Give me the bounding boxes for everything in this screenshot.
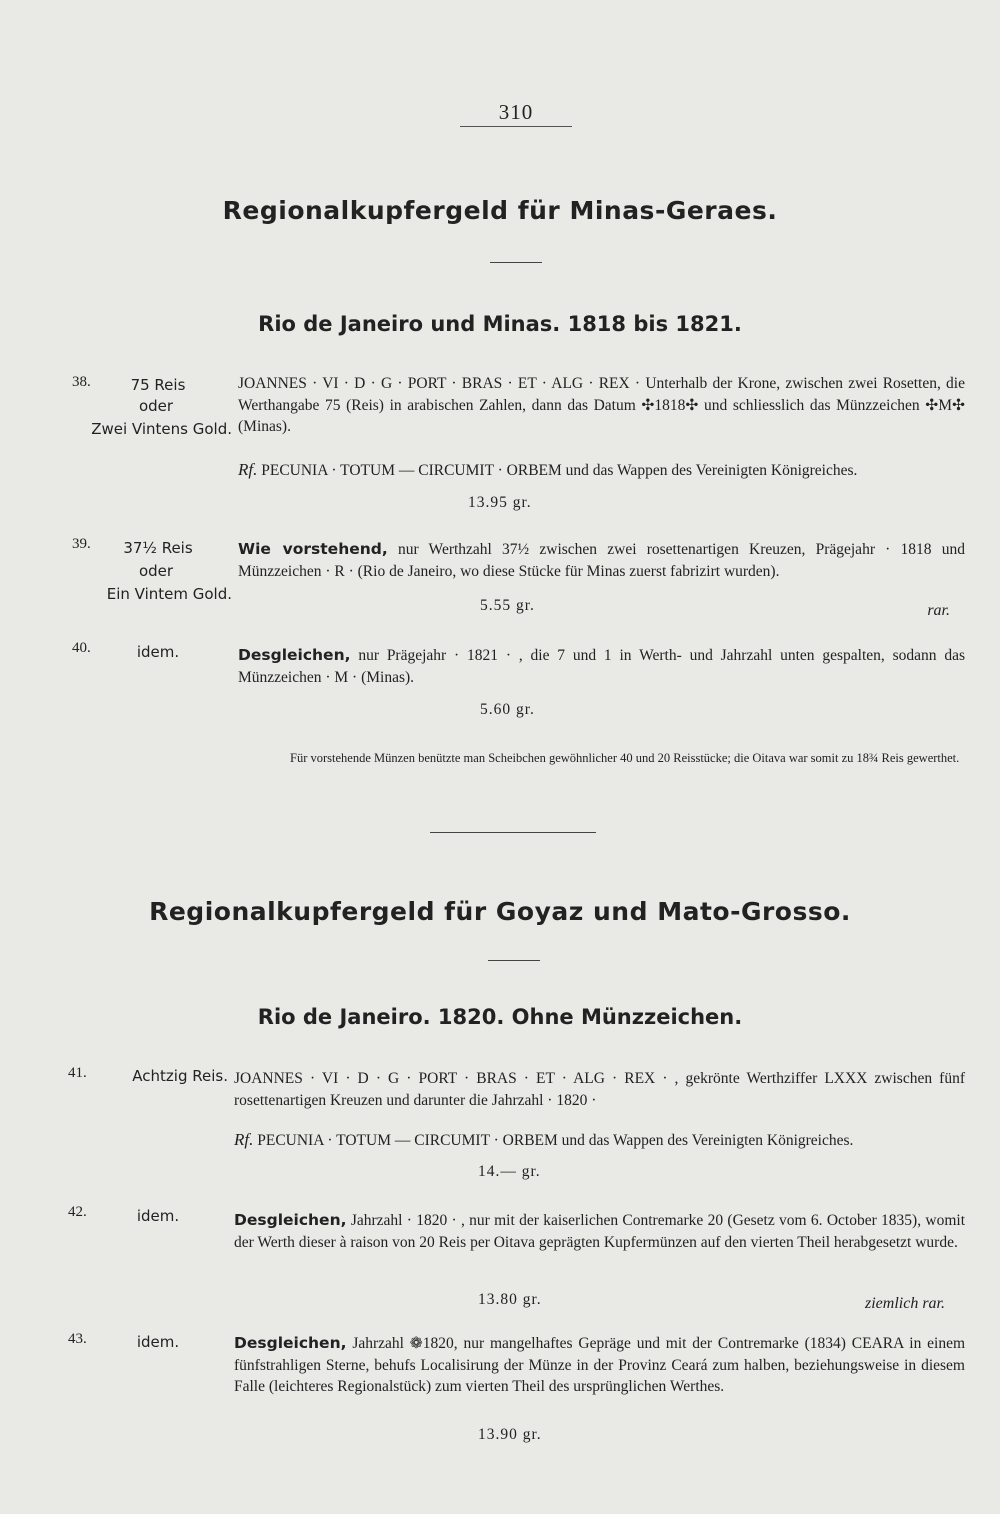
entry-38-reverse-block <box>238 459 965 482</box>
entry-39-text <box>238 539 965 582</box>
entry-39-denom-line3: Ein Vintem Gold. <box>106 585 232 603</box>
entry-41-number: 41. <box>68 1065 87 1081</box>
entry-39-description: nur Werthzahl 37½ zwischen zwei rosettenartigen Kreuzen, Prägejahr · 1818 und Münzzeichen · R · (Rio de Janeiro, wo diese Stücke für Minas zuerst fabrizirt wurden). <box>238 541 965 580</box>
entry-43-text <box>234 1333 965 1398</box>
entry-39-denom-line2: oder <box>138 562 174 580</box>
entry-41-denom-line1: Achtzig Reis. <box>132 1067 228 1085</box>
section2-title: Regionalkupfergeld für Goyaz und Mato-Grosso. <box>149 897 851 926</box>
entry-41-reverse-block <box>234 1129 965 1152</box>
entry-38-rf-label: Rf. <box>238 460 258 479</box>
entry-38-denom-line3: Zwei Vintens Gold. <box>91 420 232 438</box>
section2-divider <box>488 960 540 961</box>
entry-39-weight: 5.55 gr. <box>480 597 535 614</box>
section1-title: Regionalkupfergeld für Minas-Geraes. <box>222 196 778 225</box>
entry-39-lead: Wie vorstehend, <box>238 540 388 558</box>
entry-40-number: 40. <box>72 640 91 656</box>
entry-38-reverse: PECUNIA · TOTUM — CIRCUMIT · ORBEM und das Wappen des Vereinigten Königreiches. <box>261 462 858 479</box>
entry-39-rarity: rar. <box>927 602 950 619</box>
entry-42-lead: Desgleichen, <box>234 1211 347 1229</box>
section2-subtitle: Rio de Janeiro. 1820. Ohne Münzzeichen. <box>257 1005 743 1029</box>
entry-40-lead: Desgleichen, <box>238 646 351 664</box>
entry-40-description: nur Prägejahr · 1821 · , die 7 und 1 in Werth- und Jahrzahl unten gespalten, sodann das Münzzeichen · M · (Minas). <box>238 647 965 686</box>
entry-38-denom-line1: 75 Reis <box>130 376 186 394</box>
entry-43-weight: 13.90 gr. <box>478 1426 542 1443</box>
section-separator <box>430 832 596 833</box>
entry-41-reverse: PECUNIA · TOTUM — CIRCUMIT · ORBEM und das Wappen des Vereinigten Königreiches. <box>257 1132 854 1149</box>
entry-39-denom-line1: 37½ Reis <box>123 539 193 557</box>
page-number-rule <box>460 126 572 127</box>
entry-39-number: 39. <box>72 536 91 552</box>
entry-41-description: JOANNES · VI · D · G · PORT · BRAS · ET · ALG · REX · , gekrönte Werthziffer LXXX zwischen fünf rosettenartigen Kreuzen und darunter die Jahrzahl · 1820 · <box>234 1070 965 1109</box>
entry-38-number: 38. <box>72 374 91 390</box>
entry-38-weight: 13.95 gr. <box>468 494 532 511</box>
entry-41-weight: 14.— gr. <box>478 1163 541 1180</box>
section1-divider <box>490 262 542 263</box>
entry-38-description: JOANNES · VI · D · G · PORT · BRAS · ET · ALG · REX · Unterhalb der Krone, zwischen zwei Rosetten, die Werthangabe 75 (Reis) in arabischen Zahlen, dann das Datum ✣1818✣ und schliesslich das Münzzeichen ✣M✣ (Minas). <box>238 375 965 435</box>
entry-43-number: 43. <box>68 1331 87 1347</box>
page-number: 310 <box>498 100 534 124</box>
entry-42-denom-line1: idem. <box>136 1207 180 1225</box>
section1-subtitle: Rio de Janeiro und Minas. 1818 bis 1821. <box>258 312 742 336</box>
entry-43-denom-line1: idem. <box>136 1333 180 1351</box>
entry-38-denom-line2: oder <box>138 397 174 415</box>
entry-42-text <box>234 1210 965 1253</box>
entry-43-lead: Desgleichen, <box>234 1334 347 1352</box>
entry-42-description: Jahrzahl · 1820 · , nur mit der kaiserlichen Contremarke 20 (Gesetz vom 6. October 1835), womit der Werth dieser à raison von 20 Reis per Oitava geprägten Kupfermünzen auf den vierten Theil herabgesetzt wurde. <box>234 1212 966 1251</box>
entry-40-weight: 5.60 gr. <box>480 701 535 718</box>
entry-42-number: 42. <box>68 1204 87 1220</box>
entry-43-description: Jahrzahl ❁1820, nur mangelhaftes Gepräge und mit der Contremarke (1834) CEARA in einem fünfstrahligen Sterne, behufs Localisirung der Münze in der Provinz Ceará zum halben, beziehungsweise in diesem Falle (leichteres Regionalstück) zum vierten Theil des ursprünglichen Werthes. <box>234 1335 966 1395</box>
entry-40-text <box>238 645 965 688</box>
entry-40-denom-line1: idem. <box>136 643 180 661</box>
entry-42-weight: 13.80 gr. <box>478 1291 542 1308</box>
section1-note: Für vorstehende Münzen benützte man Scheibchen gewöhnlicher 40 und 20 Reisstücke; die Oitava war somit zu 18¾ Reis gewerthet. <box>290 751 960 765</box>
entry-41-rf-label: Rf. <box>234 1130 254 1149</box>
entry-42-rarity: ziemlich rar. <box>865 1295 945 1312</box>
